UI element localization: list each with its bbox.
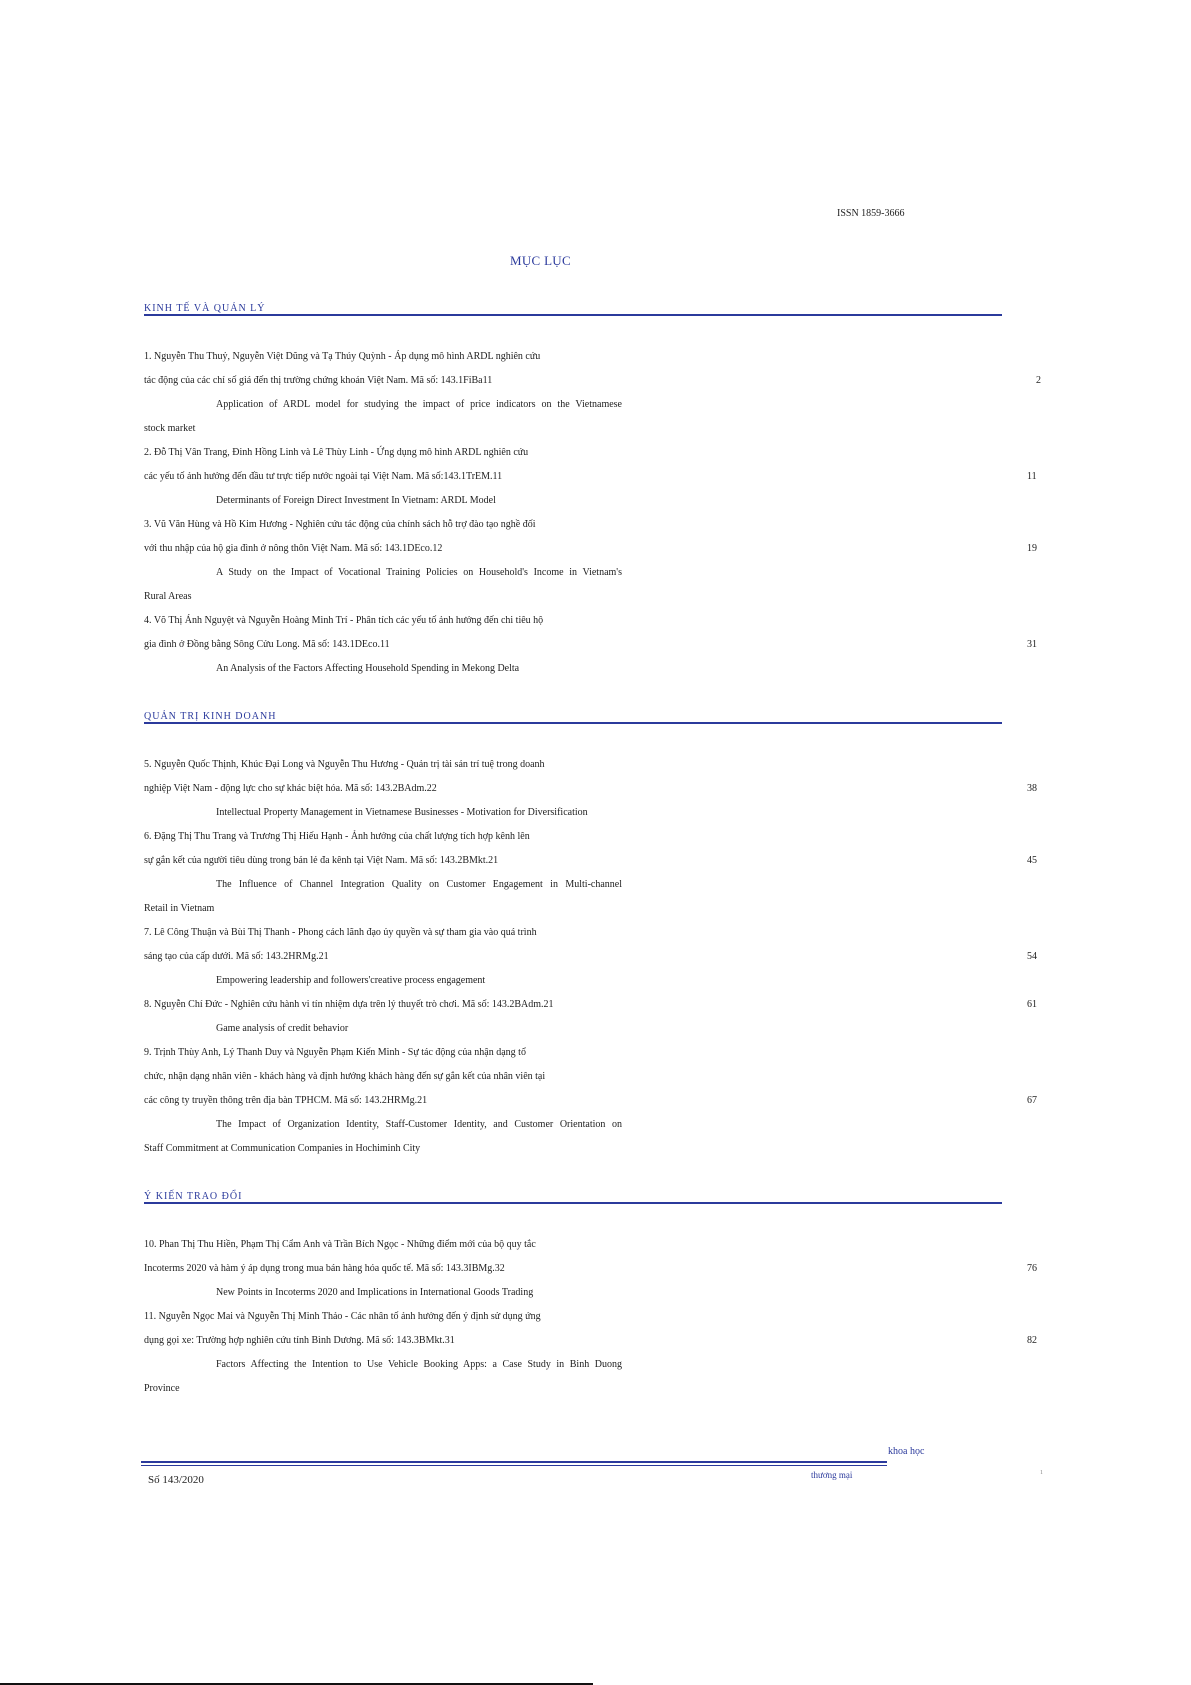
toc-entry-title[interactable]: 7. Lê Công Thuận và Bùi Thị Thanh - Phong cách lãnh đạo ủy quyền và sự tham gia vào quá trình	[144, 927, 537, 938]
toc-entry-title[interactable]: sáng tạo của cấp dưới. Mã số: 143.2HRMg.21	[144, 951, 329, 962]
toc-entry-title[interactable]: sự gắn kết của người tiêu dùng trong bán lẻ đa kênh tại Việt Nam. Mã số: 143.2BMkt.21	[144, 855, 499, 866]
toc-entry-title[interactable]: tác động của các chỉ số giá đến thị trường chứng khoán Việt Nam. Mã số: 143.1FiBa11	[144, 375, 493, 386]
toc-entry-english: A Study on the Impact of Vocational Training Policies on Household's Income in Vietnam's	[216, 567, 622, 578]
toc-entry-title[interactable]: nghiệp Việt Nam - động lực cho sự khác biệt hóa. Mã số: 143.2BAdm.22	[144, 783, 437, 794]
toc-entry-title[interactable]: 3. Vũ Văn Hùng và Hồ Kim Hương - Nghiên cứu tác động của chính sách hỗ trợ đào tạo nghề đối	[144, 519, 536, 530]
toc-page-number[interactable]: 61	[1027, 999, 1037, 1010]
toc-page-number[interactable]: 2	[1036, 375, 1041, 386]
toc-page-number[interactable]: 54	[1027, 951, 1037, 962]
section-heading-business: QUẢN TRỊ KINH DOANH	[144, 711, 277, 722]
page-title: MỤC LỤC	[510, 253, 571, 268]
toc-entry-title[interactable]: 11. Nguyễn Ngọc Mai và Nguyễn Thị Minh Thảo - Các nhân tố ảnh hưởng đến ý định sử dụng ứng	[144, 1311, 541, 1322]
toc-entry-title[interactable]: các công ty truyền thông trên địa bàn TPHCM. Mã số: 143.2HRMg.21	[144, 1095, 428, 1106]
toc-entry-english: The Impact of Organization Identity, Staff-Customer Identity, and Customer Orientation on	[216, 1119, 622, 1130]
toc-entry-title[interactable]: các yếu tố ảnh hưởng đến đầu tư trực tiếp nước ngoài tại Việt Nam. Mã số:143.1TrEM.11	[144, 471, 503, 482]
toc-entry-title[interactable]: 6. Đặng Thị Thu Trang và Trương Thị Hiếu Hạnh - Ảnh hưởng của chất lượng tích hợp kênh lên	[144, 831, 530, 842]
toc-entry-title[interactable]: 9. Trịnh Thùy Anh, Lý Thanh Duy và Nguyễn Phạm Kiến Minh - Sự tác động của nhận dạng tổ	[144, 1047, 526, 1058]
section-heading-opinions: Ý KIẾN TRAO ĐỔI	[144, 1191, 243, 1202]
toc-page-number[interactable]: 82	[1027, 1335, 1037, 1346]
toc-page-number[interactable]: 45	[1027, 855, 1037, 866]
toc-entry-english: Intellectual Property Management in Vietnamese Businesses - Motivation for Diversification	[216, 807, 588, 818]
toc-entry-title[interactable]: chức, nhận dạng nhân viên - khách hàng và định hướng khách hàng đến sự gắn kết của nhân viên tại	[144, 1071, 546, 1082]
toc-entry-english: Game analysis of credit behavior	[216, 1023, 349, 1034]
section-heading-economics: KINH TẾ VÀ QUẢN LÝ	[144, 303, 266, 314]
journal-brand-top: khoa học	[888, 1446, 925, 1457]
toc-entry-title[interactable]: với thu nhập của hộ gia đình ở nông thôn Việt Nam. Mã số: 143.1DEco.12	[144, 543, 443, 554]
toc-page-number[interactable]: 31	[1027, 639, 1037, 650]
toc-entry-title[interactable]: 5. Nguyễn Quốc Thịnh, Khúc Đại Long và Nguyễn Thu Hương - Quản trị tài sản trí tuệ trong doanh	[144, 759, 545, 770]
toc-page-number[interactable]: 67	[1027, 1095, 1037, 1106]
toc-entry-english: Empowering leadership and followers'creative process engagement	[216, 975, 486, 986]
issue-number: Số 143/2020	[148, 1474, 204, 1486]
toc-page-number[interactable]: 76	[1027, 1263, 1037, 1274]
section-divider	[144, 722, 1002, 724]
toc-entry-title[interactable]: 2. Đỗ Thị Vân Trang, Đinh Hồng Linh và Lê Thùy Linh - Ứng dụng mô hình ARDL nghiên cứu	[144, 447, 529, 458]
toc-entry-english: Retail in Vietnam	[144, 903, 215, 914]
toc-entry-title[interactable]: 8. Nguyễn Chí Đức - Nghiên cứu hành vi tín nhiệm dựa trên lý thuyết trò chơi. Mã số: 143.2BAdm.21	[144, 999, 554, 1010]
toc-entry-english: An Analysis of the Factors Affecting Household Spending in Mekong Delta	[216, 663, 520, 674]
toc-entry-title[interactable]: dụng gọi xe: Trường hợp nghiên cứu tỉnh Bình Dương. Mã số: 143.3BMkt.31	[144, 1335, 455, 1346]
toc-entry-english: Province	[144, 1383, 180, 1394]
toc-entry-title[interactable]: 10. Phan Thị Thu Hiền, Phạm Thị Cẩm Anh và Trần Bích Ngọc - Những điểm mới của bộ quy tắc	[144, 1239, 536, 1250]
section-divider	[144, 1202, 1002, 1204]
toc-entry-english: New Points in Incoterms 2020 and Implications in International Goods Trading	[216, 1287, 534, 1298]
toc-entry-title[interactable]: 4. Võ Thị Ánh Nguyệt và Nguyễn Hoàng Minh Trí - Phân tích các yếu tố ảnh hưởng đến chi tiêu hộ	[144, 615, 544, 626]
footer-divider	[141, 1461, 887, 1463]
issn-number: ISSN 1859-3666	[837, 208, 905, 219]
toc-entry-english: Factors Affecting the Intention to Use Vehicle Booking Apps: a Case Study in Binh Duong	[216, 1359, 622, 1370]
toc-entry-english: stock market	[144, 423, 196, 434]
toc-entry-english: Staff Commitment at Communication Companies in Hochiminh City	[144, 1143, 421, 1154]
toc-entry-title[interactable]: gia đình ở Đồng bằng Sông Cửu Long. Mã số: 143.1DEco.11	[144, 639, 390, 650]
toc-page-number[interactable]: 19	[1027, 543, 1037, 554]
toc-page-number[interactable]: 38	[1027, 783, 1037, 794]
footer-page-mark: 1	[1040, 1470, 1043, 1476]
journal-brand-bottom: thương mại	[811, 1470, 853, 1480]
toc-entry-english: Rural Areas	[144, 591, 192, 602]
toc-page-number[interactable]: 11	[1027, 471, 1037, 482]
section-divider	[144, 314, 1002, 316]
toc-entry-english: Application of ARDL model for studying the impact of price indicators on the Vietnamese	[216, 399, 622, 410]
toc-entry-title[interactable]: Incoterms 2020 và hàm ý áp dụng trong mua bán hàng hóa quốc tế. Mã số: 143.3IBMg.32	[144, 1263, 505, 1274]
footer-divider-thin	[141, 1465, 887, 1466]
toc-entry-title[interactable]: 1. Nguyễn Thu Thuỷ, Nguyễn Việt Dũng và Tạ Thúy Quỳnh - Áp dụng mô hình ARDL nghiên cứu	[144, 351, 541, 362]
toc-entry-english: Determinants of Foreign Direct Investment In Vietnam: ARDL Model	[216, 495, 496, 506]
toc-entry-english: The Influence of Channel Integration Quality on Customer Engagement in Multi-channel	[216, 879, 622, 890]
